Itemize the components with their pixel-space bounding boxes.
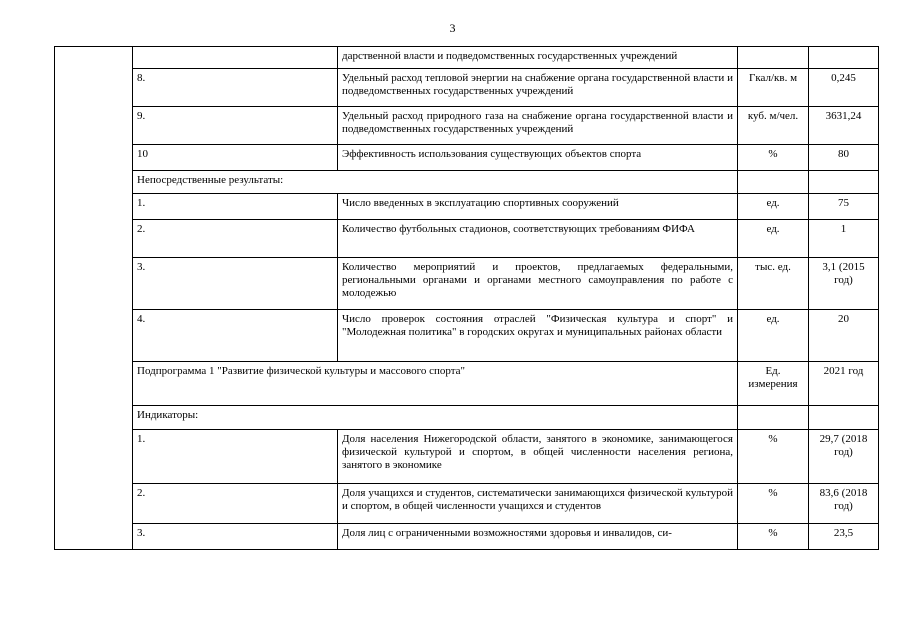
row-unit: ед. [738,220,809,258]
table-row [55,524,879,550]
unit-column-header: Ед. измерения [738,362,809,406]
row-unit: тыс. ед. [738,258,809,310]
table-row [55,194,879,220]
row-value: 3,1 (2015 год) [809,258,879,310]
table-row [55,47,879,69]
row-unit: % [738,524,809,550]
row-number: 4. [133,310,338,362]
row-number: 3. [133,258,338,310]
row-unit: ед. [738,310,809,362]
row-number [133,47,338,69]
row-text: Число проверок состояния отраслей "Физическая культура и спорт" и "Молодежная политика" в городских округах и муниципальных районах области [338,310,738,362]
row-value: 0,245 [809,69,879,107]
row-unit: % [738,484,809,524]
row-number: 2. [133,220,338,258]
row-value: 80 [809,145,879,171]
row-value: 1 [809,220,879,258]
row-unit: % [738,430,809,484]
indicators-table [54,46,879,550]
table-row [55,220,879,258]
row-text: Количество мероприятий и проектов, предлагаемых федеральными, региональными органами и органами местного самоуправления по работе с молодежью [338,258,738,310]
row-text: Удельный расход тепловой энергии на снабжение органа государственной власти и подведомственных государственных учреждений [338,69,738,107]
table-row [55,107,879,145]
row-text: Количество футбольных стадионов, соответствующих требованиям ФИФА [338,220,738,258]
row-number: 3. [133,524,338,550]
row-value [809,47,879,69]
table-row [55,171,879,194]
row-unit: % [738,145,809,171]
section-header: Непосредственные результаты: [133,171,738,194]
table-row [55,406,879,430]
left-margin-cell [55,47,133,550]
row-text: Доля учащихся и студентов, систематически занимающихся физической культурой и спортом, в общей численности учащихся и студентов [338,484,738,524]
row-value: 29,7 (2018 год) [809,430,879,484]
row-value: 83,6 (2018 год) [809,484,879,524]
row-value: 23,5 [809,524,879,550]
row-text: Доля населения Нижегородской области, занятого в экономике, занимающегося физической культурой и спортом, в общей численности населения региона, занятого в экономике [338,430,738,484]
table-row [55,362,879,406]
row-number: 1. [133,430,338,484]
row-number: 10 [133,145,338,171]
row-text: дарственной власти и подведомственных государственных учреждений [338,47,738,69]
row-value: 20 [809,310,879,362]
row-number: 1. [133,194,338,220]
row-unit: ед. [738,194,809,220]
table-row [55,258,879,310]
page-number: 3 [449,21,456,35]
row-number: 9. [133,107,338,145]
row-unit [738,47,809,69]
table-row [55,69,879,107]
row-text: Удельный расход природного газа на снабжение органа государственной власти и подведомственных государственных учреждений [338,107,738,145]
row-text: Эффективность использования существующих объектов спорта [338,145,738,171]
table-row [55,484,879,524]
row-text: Число введенных в эксплуатацию спортивных сооружений [338,194,738,220]
row-value: 3631,24 [809,107,879,145]
row-unit: куб. м/чел. [738,107,809,145]
section-header: Индикаторы: [133,406,738,430]
year-column-header: 2021 год [809,362,879,406]
subprogram-title: Подпрограмма 1 "Развитие физической культуры и массового спорта" [133,362,738,406]
row-unit: Гкал/кв. м [738,69,809,107]
row-value: 75 [809,194,879,220]
row-number: 2. [133,484,338,524]
table-row [55,310,879,362]
row-text: Доля лиц с ограниченными возможностями здоровья и инвалидов, си- [338,524,738,550]
row-number: 8. [133,69,338,107]
table-row [55,430,879,484]
table-row [55,145,879,171]
